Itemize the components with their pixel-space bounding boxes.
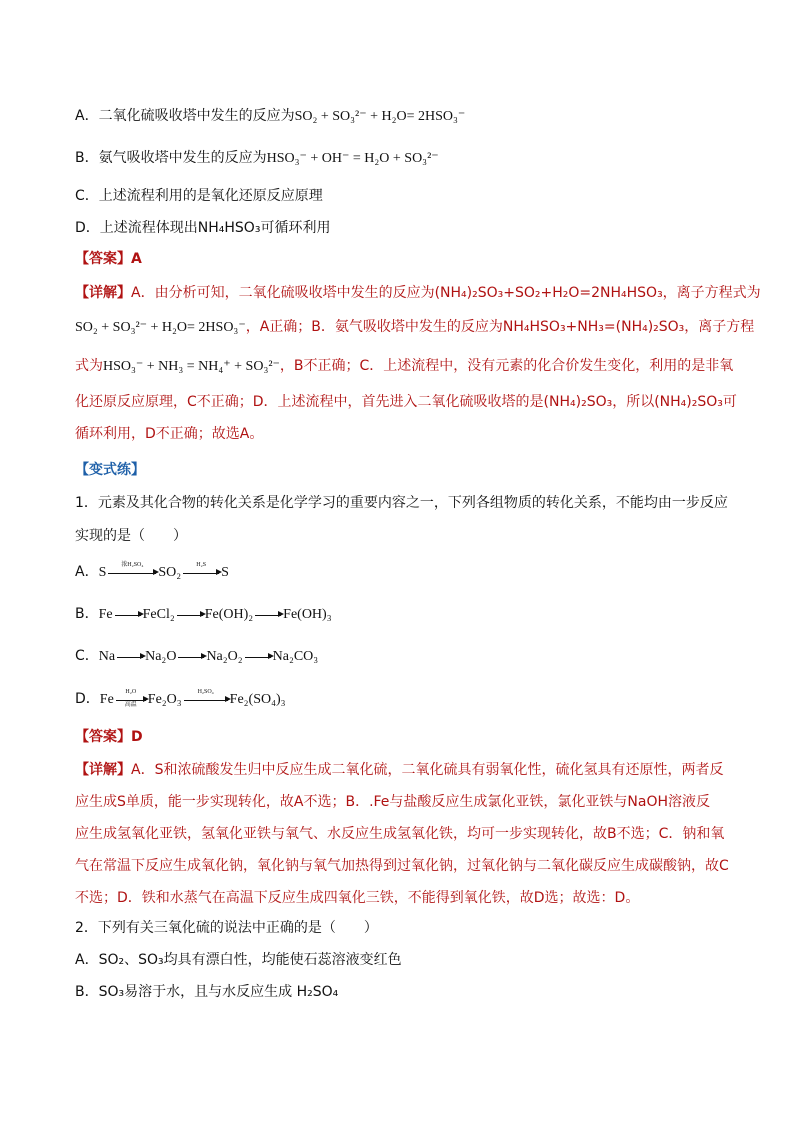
q2-option-a: A．SO₂、SO₃均具有漂白性，均能使石蕊溶液变红色 — [75, 952, 402, 968]
q1a-s2: SO₂ — [158, 565, 182, 580]
q1a-s1: S — [98, 565, 107, 580]
q1c-s4: Na₂CO₃ — [272, 649, 319, 664]
q1-option-d-label: D． — [75, 691, 100, 707]
option-b — [75, 148, 734, 169]
option-b-equation: HSO₃⁻ + OH⁻ = H₂O + SO₃²⁻ — [266, 151, 439, 166]
option-a-equation: SO₂ + SO₃²⁻ + H₂O= 2HSO₃⁻ — [294, 109, 466, 124]
q1-option-d — [75, 689, 734, 710]
arrow-condition: H₂O — [125, 688, 137, 695]
arrow-condition: 高温 — [124, 701, 137, 708]
q1-answer-line — [75, 727, 734, 747]
q1b-s2: FeCl₂ — [142, 607, 175, 622]
q2-stem: 2．下列有关三氧化硫的说法中正确的是（ ） — [75, 920, 378, 936]
q1-option-a — [75, 562, 734, 583]
q1-detail-line-5: 不选；D．铁和水蒸气在高温下反应生成四氧化三铁，不能得到氧化铁，故D选；故选：D。 — [75, 890, 640, 906]
detail-text-3a: 式为 — [75, 358, 103, 374]
reaction-arrow — [184, 688, 228, 701]
detail-line-5: 循环利用，D不正确；故选A。 — [75, 426, 264, 442]
q1-detail-line-4: 气在常温下反应生成氧化钠，氧化钠与氧气加热得到过氧化钠，过氧化钠与二氧化碳反应生成碳酸钠，故C — [75, 858, 729, 874]
detail-line-4: 化还原反应原理，C不正确；D．上述流程中，首先进入二氧化硫吸收塔的是(NH₄)₂SO₃，所以(NH₄)₂SO₃可 — [75, 394, 737, 410]
detail-equation-2: HSO₃⁻ + NH₃ = NH₄⁺ + SO₃²⁻ — [103, 359, 280, 374]
q1-option-c-label: C． — [75, 648, 99, 664]
option-a-text: A．二氧化硫吸收塔中发生的反应为 — [75, 108, 295, 124]
detail-line-2 — [75, 317, 755, 338]
arrow-condition: H₂SO₄ — [197, 688, 214, 695]
detail-label: 【详解】 — [75, 762, 131, 778]
q1-detail-line-2: 应生成S单质，能一步实现转化，故A不选；B．.Fe与盐酸反应生成氯化亚铁，氯化亚铁与NaOH溶液反 — [75, 794, 711, 810]
q1-stem-line-1: 1．元素及其化合物的转化关系是化学学习的重要内容之一，下列各组物质的转化关系，不能均由一步反应 — [75, 495, 728, 511]
option-c: C．上述流程利用的是氧化还原反应原理 — [75, 188, 323, 204]
q1a-s3: S — [221, 565, 229, 580]
answer-label: 【答案】 — [75, 251, 131, 267]
q2-option-b: B．SO₃易溶于水，且与水反应生成 H₂SO₄ — [75, 984, 339, 1000]
reaction-arrow — [108, 561, 156, 574]
q1c-s1: Na — [98, 649, 116, 664]
q1b-s4: Fe(OH)₃ — [283, 607, 332, 622]
detail-equation-1: SO₂ + SO₃²⁻ + H₂O= 2HSO₃⁻ — [75, 320, 246, 335]
q1b-s1: Fe — [98, 607, 113, 622]
q1-option-a-label: A． — [75, 564, 99, 580]
q1b-s3: Fe(OH)₂ — [204, 607, 254, 622]
reaction-arrow — [177, 613, 203, 616]
detail-label: 【详解】 — [75, 285, 131, 301]
q1-detail-line-3: 应生成氢氧化亚铁，氢氧化亚铁与氧气、水反应生成氢氧化铁，均可一步实现转化，故B不选；C．钠和氧 — [75, 826, 725, 842]
q1-option-c — [75, 646, 734, 667]
reaction-arrow — [115, 613, 141, 616]
detail-text-2: ，A正确；B．氨气吸收塔中发生的反应为NH₄HSO₃+NH₃=(NH₄)₂SO₃，离子方程 — [245, 319, 755, 335]
option-d: D．上述流程体现出NH₄HSO₃可循环利用 — [75, 220, 331, 236]
arrow-condition: H₂S — [196, 561, 207, 568]
detail-text-3b: ，B不正确；C．上述流程中，没有元素的化合价发生变化，利用的是非氧 — [279, 358, 734, 374]
reaction-arrow — [178, 655, 204, 658]
q1-option-b — [75, 604, 734, 625]
option-a — [75, 106, 734, 127]
reaction-arrow — [183, 561, 219, 574]
variant-practice-heading: 【变式练】 — [75, 462, 145, 478]
q1d-s3: Fe₂(SO₄)₃ — [229, 692, 286, 707]
q1-stem-line-2: 实现的是（ ） — [75, 528, 187, 544]
answer-value: D — [131, 729, 143, 745]
answer-label: 【答案】 — [75, 729, 131, 745]
reaction-arrow — [245, 655, 271, 658]
detail-text-1: A．由分析可知，二氧化硫吸收塔中发生的反应为(NH₄)₂SO₃+SO₂+H₂O=2NH₄HSO₃，离子方程式为 — [131, 285, 761, 301]
q1-detail-text-1: A．S和浓硫酸发生归中反应生成二氧化硫，二氧化硫具有弱氧化性，硫化氢具有还原性，两者反 — [131, 762, 724, 778]
answer-value: A — [131, 251, 142, 267]
q1-detail-line-1 — [75, 760, 734, 780]
arrow-condition: 浓H₂SO₄ — [121, 561, 144, 568]
q1d-s1: Fe — [99, 692, 114, 707]
reaction-arrow — [116, 688, 146, 708]
q1-option-b-label: B． — [75, 606, 99, 622]
q1d-s2: Fe₂O₃ — [147, 692, 182, 707]
reaction-arrow — [117, 655, 143, 658]
answer-line — [75, 249, 734, 269]
q1c-s3: Na₂O₂ — [206, 649, 243, 664]
option-b-text: B．氨气吸收塔中发生的反应为 — [75, 150, 267, 166]
detail-line-1 — [75, 283, 761, 303]
q1c-s2: Na₂O — [145, 649, 177, 664]
detail-line-3 — [75, 356, 734, 377]
reaction-arrow — [255, 613, 281, 616]
